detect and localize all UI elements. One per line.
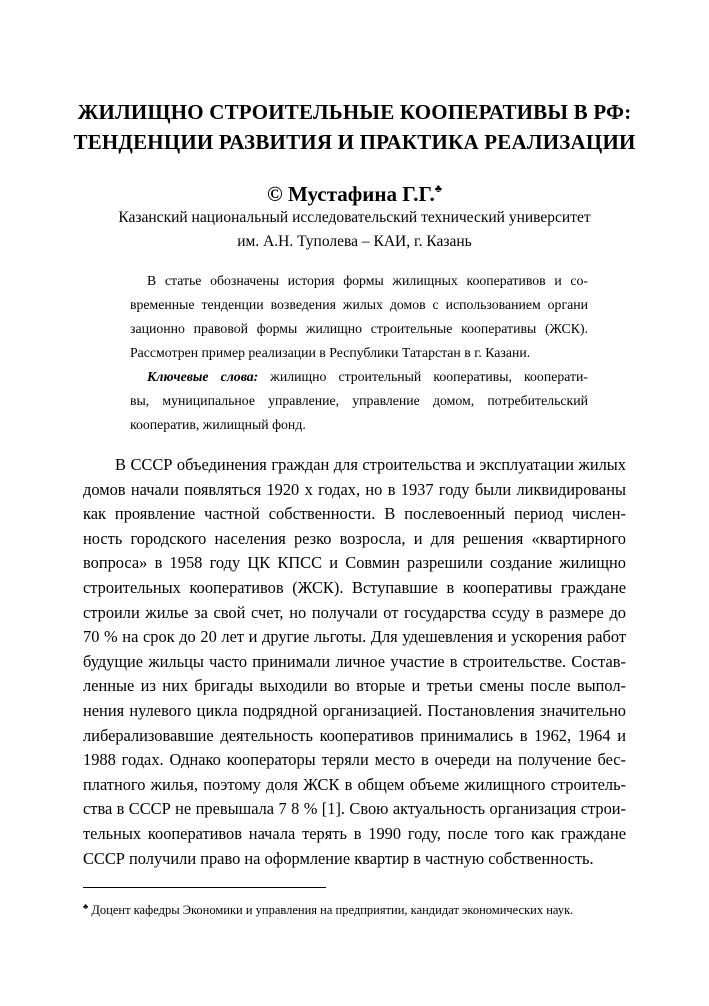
club-icon: ♣ <box>83 902 89 911</box>
keywords-line: кооператив, жилищный фонд. <box>130 417 306 432</box>
title-line-2: ТЕНДЕНЦИИ РАЗВИТИЯ И ПРАКТИКА РЕАЛИЗАЦИИ <box>73 130 636 154</box>
author-name: © Мустафина Г.Г. <box>267 182 435 206</box>
body-line: ства в СССР не превышала 7 8 % [1]. Свою актуальность организация строи- <box>83 799 626 819</box>
body-line: строительных кооперативов (ЖСК). Вступавшие в кооперативы граждане <box>83 577 626 597</box>
keywords-line: вы, муниципальное управление, управление домом, потребительский <box>130 393 588 408</box>
paper-title <box>60 97 649 157</box>
footnote-separator <box>83 887 326 888</box>
club-icon: ♣ <box>434 183 442 195</box>
abstract-line: Рассмотрен пример реализации в Республики Татарстан в г. Казани. <box>130 345 531 360</box>
keywords-label: Ключевые слова: <box>147 369 259 384</box>
body-line: будущие жильцы часто принимали личное участие в строительстве. Состав- <box>83 651 626 671</box>
body-line: 1988 годах. Однако кооператоры теряли место в очереди на получение бес- <box>83 750 626 770</box>
footnote-text: Доцент кафедры Экономики и управления на предприятии, кандидат экономических наук. <box>88 903 574 917</box>
body-line: строили жилье за свой счет, но получали от государства ссуду в размере до <box>83 602 626 622</box>
body-line: домов начали появляться 1920 х годах, но в 1937 году были ликвидированы <box>83 479 626 499</box>
body-line: вопроса» в 1958 году ЦК КПСС и Совмин разрешили создание жилищно <box>83 553 626 573</box>
affiliation-line-1: Казанский национальный исследовательский технический университет <box>118 209 591 226</box>
body-line: как проявление частной собственности. В послевоенный период числен- <box>83 504 626 524</box>
affiliation-line-2: им. А.Н. Туполева – КАИ, г. Казань <box>237 233 472 250</box>
body-line: ленные из них бригады выходили во вторые и третьи смены после выпол- <box>83 676 626 696</box>
body-line: платного жилья, поэтому доля ЖСК в общем объеме жилищного строитель- <box>83 774 626 794</box>
abstract-line: временные тенденции возведения жилых домов с использованием органи <box>130 297 588 312</box>
title-line-1: ЖИЛИЩНО СТРОИТЕЛЬНЫЕ КООПЕРАТИВЫ В РФ: <box>77 100 632 124</box>
body-line: СССР получили право на оформление квартир в частную собственность. <box>83 848 594 868</box>
abstract <box>130 269 588 437</box>
keywords-line <box>130 365 588 389</box>
keywords-text: жилищно строительный кооперативы, кооперати- <box>258 369 588 384</box>
author <box>60 176 649 207</box>
body-line: ность городского населения резко возросла, и для решения «квартирного <box>83 528 626 548</box>
body-text <box>83 453 626 871</box>
abstract-line: В статье обозначены история формы жилищных кооперативов и со- <box>147 273 588 288</box>
body-line: тельных кооперативов начала терять в 1990 году, после того как граждане <box>83 823 626 843</box>
body-line: В СССР объединения граждан для строительства и эксплуатации жилых <box>115 455 626 474</box>
body-line: нения нулевого цикла подрядной организацией. Постановления значительно <box>83 700 626 720</box>
body-line: 70 % на срок до 20 лет и другие льготы. Для удешевления и ускорения работ <box>83 627 626 647</box>
body-line: либерализовавшие деятельность кооперативов принимались в 1962, 1964 и <box>83 725 626 745</box>
affiliation <box>60 206 649 254</box>
footnote <box>83 898 643 919</box>
abstract-line: зационно правовой формы жилищно строительные кооперативы (ЖСК). <box>130 321 588 336</box>
